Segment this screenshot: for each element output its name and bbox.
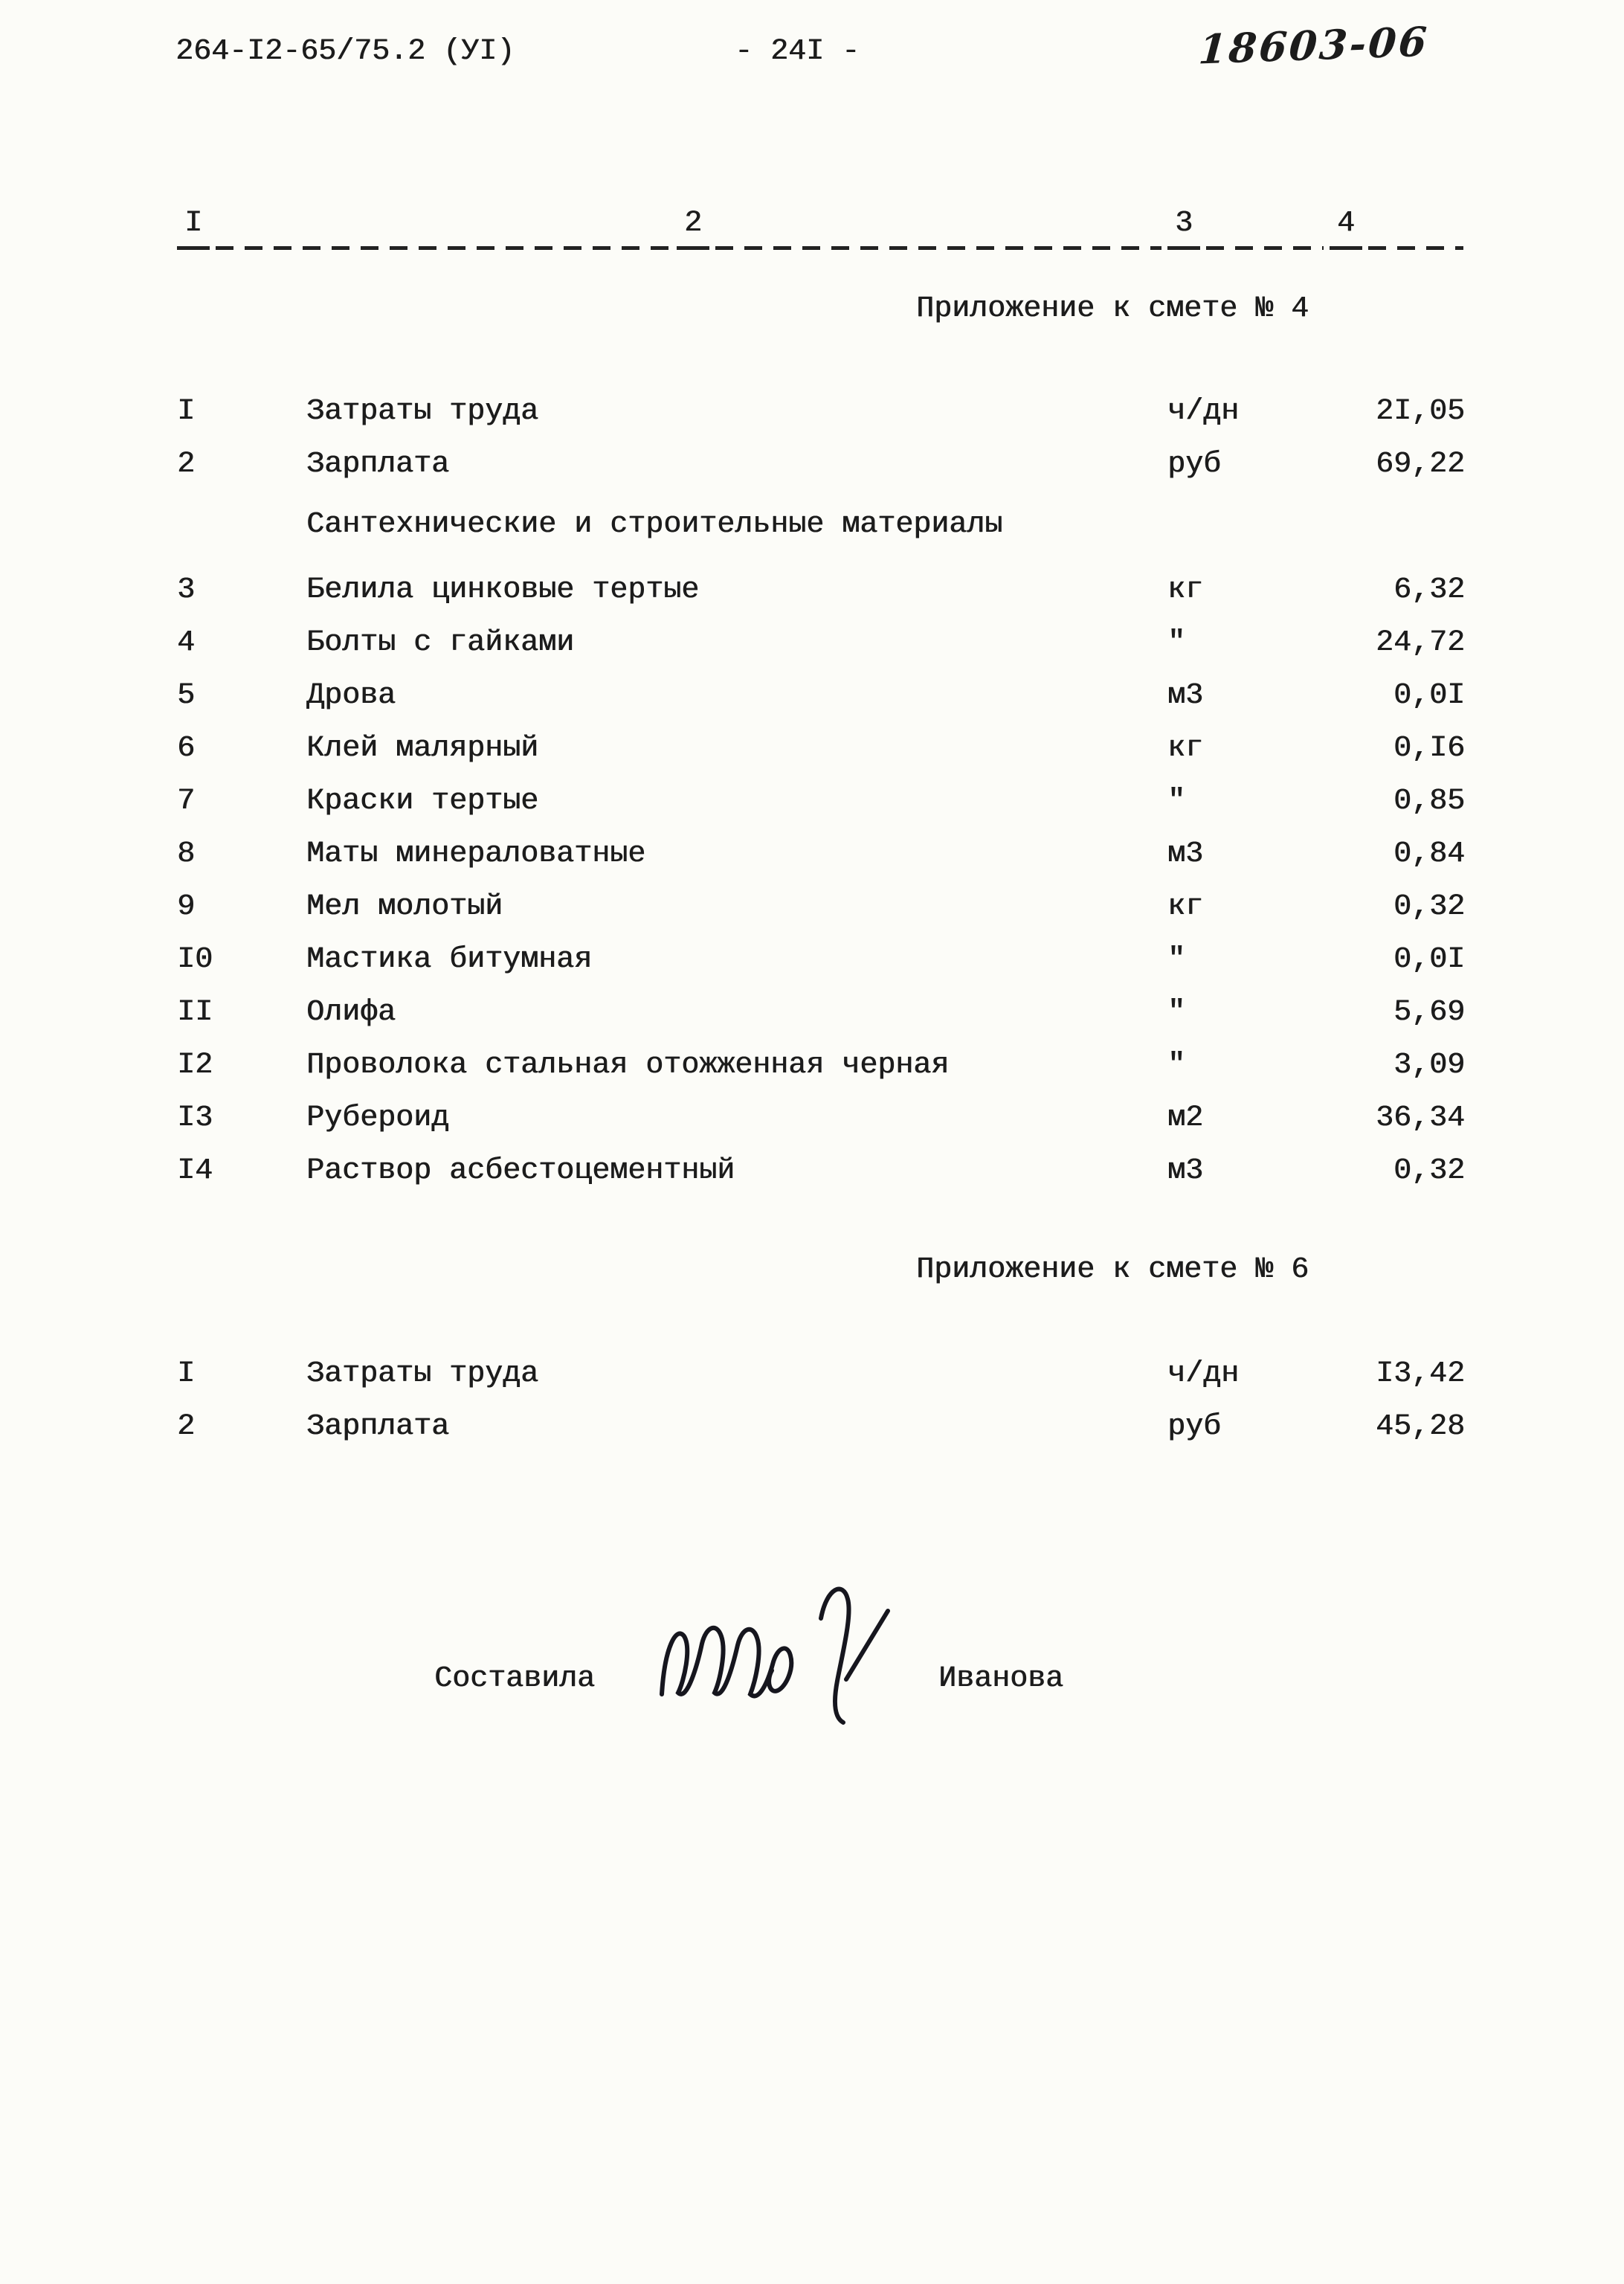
column-number-4: 4	[1330, 209, 1362, 250]
signature	[648, 1568, 916, 1739]
row-name: Зарплата	[306, 1409, 450, 1444]
row-number: II	[177, 995, 213, 1029]
row-name: Затраты труда	[306, 394, 539, 428]
column-number-2: 2	[677, 209, 709, 250]
row-number: I0	[177, 942, 213, 977]
row-unit: "	[1167, 1048, 1186, 1082]
row-number: 6	[177, 731, 196, 765]
row-name: Клей малярный	[306, 731, 539, 765]
row-value: 0,0I	[1393, 678, 1465, 712]
table-row	[177, 1039, 1465, 1092]
row-unit: "	[1167, 995, 1186, 1029]
row-name: Болты с гайками	[306, 625, 575, 660]
table-row	[177, 1348, 1465, 1400]
row-value: 36,34	[1375, 1101, 1465, 1135]
row-number: I2	[177, 1048, 213, 1082]
handwritten-code: 18603-06	[1196, 17, 1431, 74]
row-value: 0,84	[1393, 837, 1465, 871]
row-name: Мастика битумная	[306, 942, 593, 977]
dashed-line	[1206, 246, 1324, 250]
row-value: I3,42	[1375, 1357, 1465, 1391]
column-number-1: I	[177, 209, 210, 250]
table-row	[177, 669, 1465, 722]
row-unit: кг	[1167, 890, 1204, 924]
row-number: 7	[177, 784, 196, 818]
row-name: Маты минераловатные	[306, 837, 646, 871]
section-heading: Сантехнические и строительные материалы	[306, 508, 1003, 541]
table-row	[177, 986, 1465, 1039]
row-value: 69,22	[1375, 447, 1465, 481]
column-ruler	[177, 208, 1480, 250]
row-number: 5	[177, 678, 196, 712]
row-unit: ч/дн	[1167, 394, 1240, 428]
appendix6-rows	[177, 1348, 1465, 1453]
row-unit: "	[1167, 784, 1186, 818]
row-value: 2I,05	[1375, 394, 1465, 428]
row-unit: руб	[1167, 1409, 1222, 1444]
page-number: - 24I -	[735, 35, 860, 68]
row-number: I	[177, 1357, 196, 1391]
table-row	[177, 881, 1465, 933]
materials-rows	[177, 564, 1465, 1197]
row-unit: кг	[1167, 731, 1204, 765]
table-row	[177, 438, 1465, 491]
row-name: Затраты труда	[306, 1357, 539, 1391]
row-number: I4	[177, 1154, 213, 1188]
table-row	[177, 828, 1465, 881]
table-row	[177, 564, 1465, 617]
table-row	[177, 722, 1465, 775]
row-name: Олифа	[306, 995, 396, 1029]
row-name: Дрова	[306, 678, 396, 712]
row-number: 9	[177, 890, 196, 924]
row-value: 3,09	[1393, 1048, 1465, 1082]
row-number: 3	[177, 573, 196, 607]
row-name: Проволока стальная отожженная черная	[306, 1048, 950, 1082]
row-unit: м3	[1167, 678, 1204, 712]
row-unit: ч/дн	[1167, 1357, 1240, 1391]
row-number: 8	[177, 837, 196, 871]
row-name: Зарплата	[306, 447, 450, 481]
row-value: 0,32	[1393, 890, 1465, 924]
row-unit: м2	[1167, 1101, 1204, 1135]
table-row	[177, 775, 1465, 828]
row-value: 0,85	[1393, 784, 1465, 818]
table-row	[177, 1092, 1465, 1145]
row-name: Раствор асбестоцементный	[306, 1154, 735, 1188]
row-name: Рубероид	[306, 1101, 450, 1135]
row-unit: м3	[1167, 837, 1204, 871]
compiled-by-label: Составила	[434, 1662, 596, 1696]
row-value: 24,72	[1375, 625, 1465, 660]
dashed-line	[715, 246, 1161, 250]
doc-code: 264-I2-65/75.2 (УI)	[175, 35, 515, 68]
dashed-line	[216, 246, 671, 250]
row-number: I	[177, 394, 196, 428]
table-row	[177, 933, 1465, 986]
table-row	[177, 1145, 1465, 1197]
row-value: 0,32	[1393, 1154, 1465, 1188]
row-unit: м3	[1167, 1154, 1204, 1188]
row-value: 0,0I	[1393, 942, 1465, 977]
table-row	[177, 385, 1465, 438]
compiled-by-name: Иванова	[938, 1662, 1064, 1696]
table-row	[177, 617, 1465, 669]
row-unit: руб	[1167, 447, 1222, 481]
appendix4-title: Приложение к смете № 4	[916, 292, 1309, 326]
row-value: 45,28	[1375, 1409, 1465, 1444]
row-value: 0,I6	[1393, 731, 1465, 765]
row-value: 5,69	[1393, 995, 1465, 1029]
row-number: 4	[177, 625, 196, 660]
row-unit: кг	[1167, 573, 1204, 607]
table-row	[177, 1400, 1465, 1453]
row-name: Краски тертые	[306, 784, 539, 818]
row-value: 6,32	[1393, 573, 1465, 607]
row-name: Мел молотый	[306, 890, 503, 924]
appendix6-title: Приложение к смете № 6	[916, 1253, 1309, 1287]
appendix4-rows	[177, 385, 1465, 491]
row-number: I3	[177, 1101, 213, 1135]
column-number-3: 3	[1167, 209, 1200, 250]
row-unit: "	[1167, 942, 1186, 977]
row-name: Белила цинковые тертые	[306, 573, 700, 607]
row-number: 2	[177, 1409, 196, 1444]
row-unit: "	[1167, 625, 1186, 660]
row-number: 2	[177, 447, 196, 481]
dashed-line	[1368, 246, 1463, 250]
